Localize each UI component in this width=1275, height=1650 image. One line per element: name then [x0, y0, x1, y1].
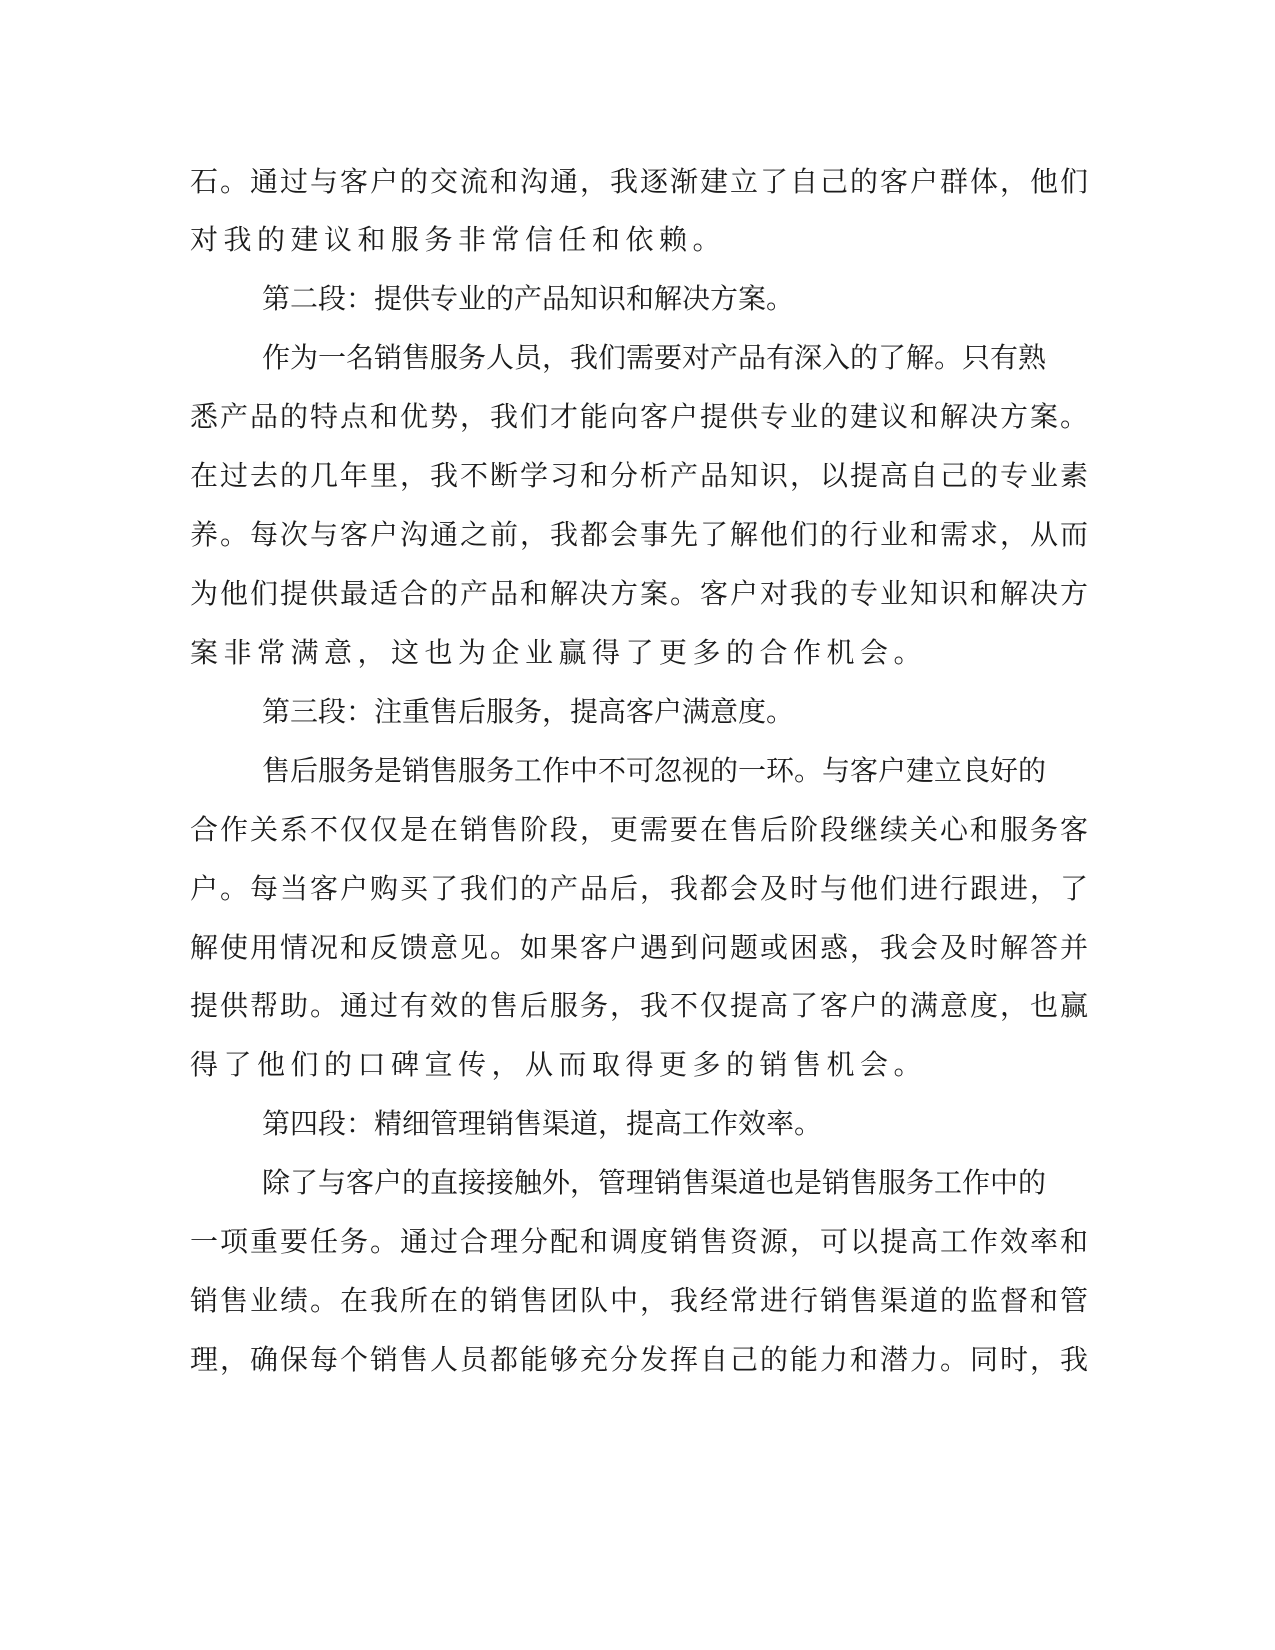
- text-line: 提供帮助。通过有效的售后服务，我不仅提高了客户的满意度，也赢: [190, 989, 1091, 1022]
- text-line: 解使用情况和反馈意见。如果客户遇到问题或困惑，我会及时解答并: [190, 931, 1091, 964]
- text-line: 养。每次与客户沟通之前，我都会事先了解他们的行业和需求，从而: [190, 518, 1091, 551]
- text-line: 作为一名销售服务人员，我们需要对产品有深入的了解。只有熟: [262, 341, 1047, 374]
- text-line: 一项重要任务。通过合理分配和调度销售资源，可以提高工作效率和: [190, 1225, 1091, 1258]
- text-line: 销售业绩。在我所在的销售团队中，我经常进行销售渠道的监督和管: [190, 1284, 1091, 1317]
- section-heading: 第四段：精细管理销售渠道，提高工作效率。: [262, 1107, 823, 1140]
- text-line: 除了与客户的直接接触外，管理销售渠道也是销售服务工作中的: [262, 1166, 1047, 1199]
- text-line: 理，确保每个销售人员都能够充分发挥自己的能力和潜力。同时，我: [190, 1343, 1091, 1376]
- section-heading: 第三段：注重售后服务，提高客户满意度。: [262, 695, 795, 728]
- text-line: 石。通过与客户的交流和沟通，我逐渐建立了自己的客户群体，他们: [190, 165, 1091, 198]
- text-line: 售后服务是销售服务工作中不可忽视的一环。与客户建立良好的: [262, 754, 1047, 787]
- text-line: 户。每当客户购买了我们的产品后，我都会及时与他们进行跟进，了: [190, 872, 1091, 905]
- text-line: 在过去的几年里，我不断学习和分析产品知识，以提高自己的专业素: [190, 459, 1091, 492]
- text-line: 案非常满意，这也为企业赢得了更多的合作机会。: [190, 636, 928, 669]
- text-line: 悉产品的特点和优势，我们才能向客户提供专业的建议和解决方案。: [190, 400, 1091, 433]
- text-line: 为他们提供最适合的产品和解决方案。客户对我的专业知识和解决方: [190, 577, 1091, 610]
- text-line: 合作关系不仅仅是在销售阶段，更需要在售后阶段继续关心和服务客: [190, 813, 1091, 846]
- text-line: 对我的建议和服务非常信任和依赖。: [190, 223, 727, 256]
- section-heading: 第二段：提供专业的产品知识和解决方案。: [262, 282, 795, 315]
- text-line: 得了他们的口碑宣传，从而取得更多的销售机会。: [190, 1048, 928, 1081]
